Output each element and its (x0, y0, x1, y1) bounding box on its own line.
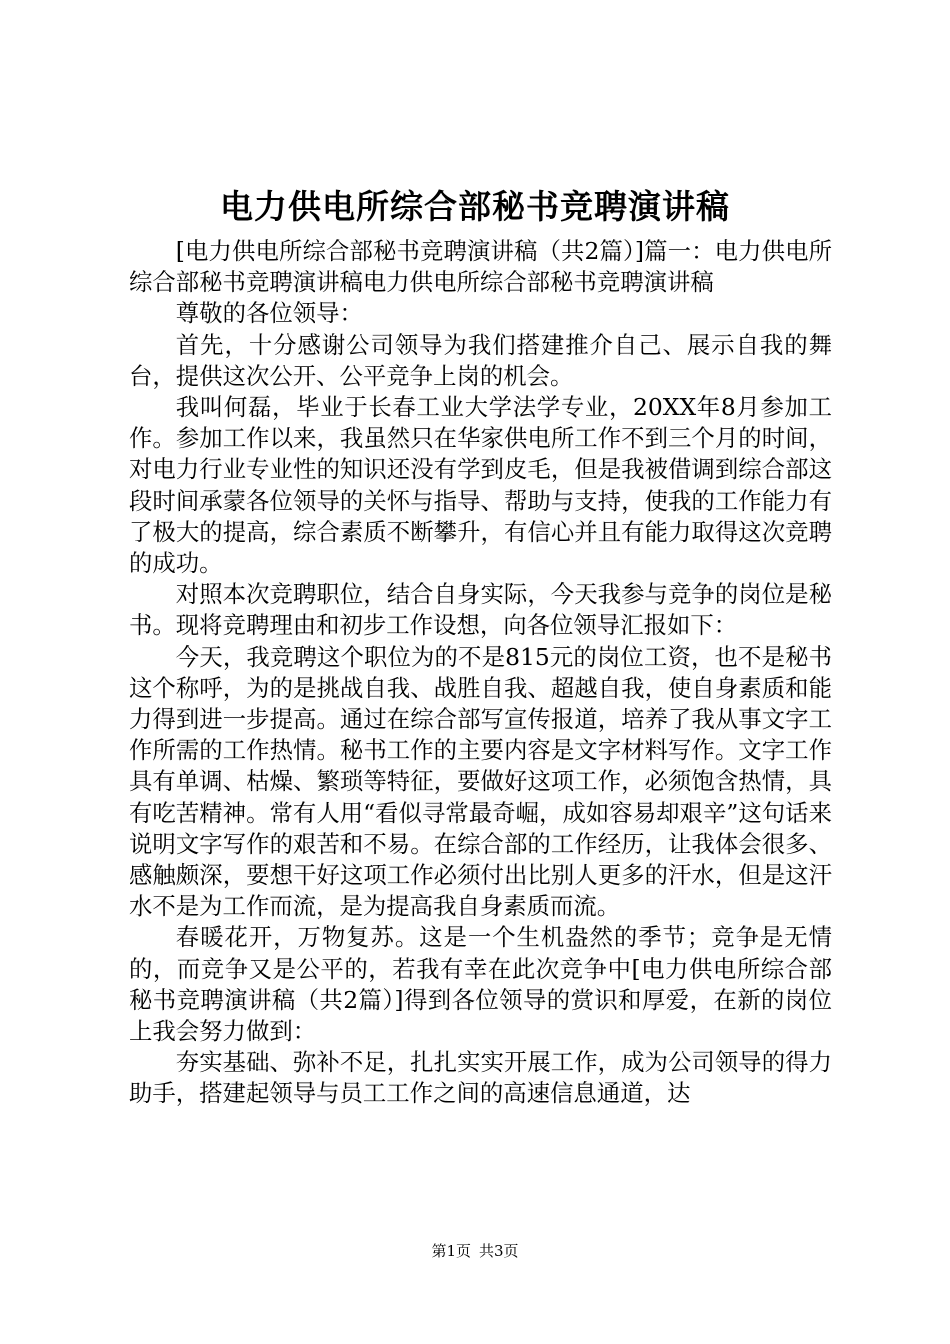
paragraph-position: 对照本次竞聘职位，结合自身实际，今天我参与竞争的岗位是秘书。现将竞聘理由和初步工作设想，向各位领导汇报如下： (129, 580, 832, 640)
paragraph-reasons: 今天，我竞聘这个职位为的不是815元的岗位工资，也不是秘书这个称呼，为的是挑战自我、战胜自我、超越自我，使自身素质和能力得到进一步提高。通过在综合部写宣传报道，培养了我从事文字工作所需的工作热情。秘书工作的主要内容是文字材料写作。文字工作具有单调、枯燥、繁琐等特征，要做好这项工作，必须饱含热情，具有吃苦精神。常有人用“看似寻常最奇崛，成如容易却艰辛”这句话来说明文字写作的艰苦和不易。在综合部的工作经历，让我体会很多、感触颇深，要想干好这项工作必须付出比别人更多的汗水，但是这汗水不是为工作而流，是为提高我自身素质而流。 (129, 642, 832, 921)
page-footer (0, 1241, 950, 1261)
document-body (129, 236, 832, 1110)
page-total: 共3页 (479, 1242, 519, 1260)
document-title: 电力供电所综合部秘书竞聘演讲稿 (220, 187, 730, 226)
paragraph-thanks: 首先，十分感谢公司领导为我们搭建推介自己、展示自我的舞台，提供这次公开、公平竞争上岗的机会。 (129, 330, 832, 390)
paragraph-commitment: 春暖花开，万物复苏。这是一个生机盎然的季节；竞争是无情的，而竞争又是公平的，若我有幸在此次竞争中[电力供电所综合部秘书竞聘演讲稿（共2篇）]得到各位领导的赏识和厚爱，在新的岗位上我会努力做到： (129, 923, 832, 1046)
paragraph-self-introduction: 我叫何磊，毕业于长春工业大学法学专业，20XX年8月参加工作。参加工作以来，我虽然只在华家供电所工作不到三个月的时间，对电力行业专业性的知识还没有学到皮毛，但是我被借调到综合部这段时间承蒙各位领导的关怀与指导、帮助与支持，使我的工作能力有了极大的提高，综合素质不断攀升，有信心并且有能力取得这次竞聘的成功。 (129, 393, 832, 578)
paragraph-intro: [电力供电所综合部秘书竞聘演讲稿（共2篇）]篇一：电力供电所综合部秘书竞聘演讲稿电力供电所综合部秘书竞聘演讲稿 (129, 237, 832, 297)
paragraph-salutation: 尊敬的各位领导： (175, 299, 363, 328)
page-number: 第1页 (431, 1242, 471, 1260)
paragraph-plan: 夯实基础、弥补不足，扎扎实实开展工作，成为公司领导的得力助手，搭建起领导与员工工作之间的高速信息通道，达 (129, 1048, 832, 1108)
